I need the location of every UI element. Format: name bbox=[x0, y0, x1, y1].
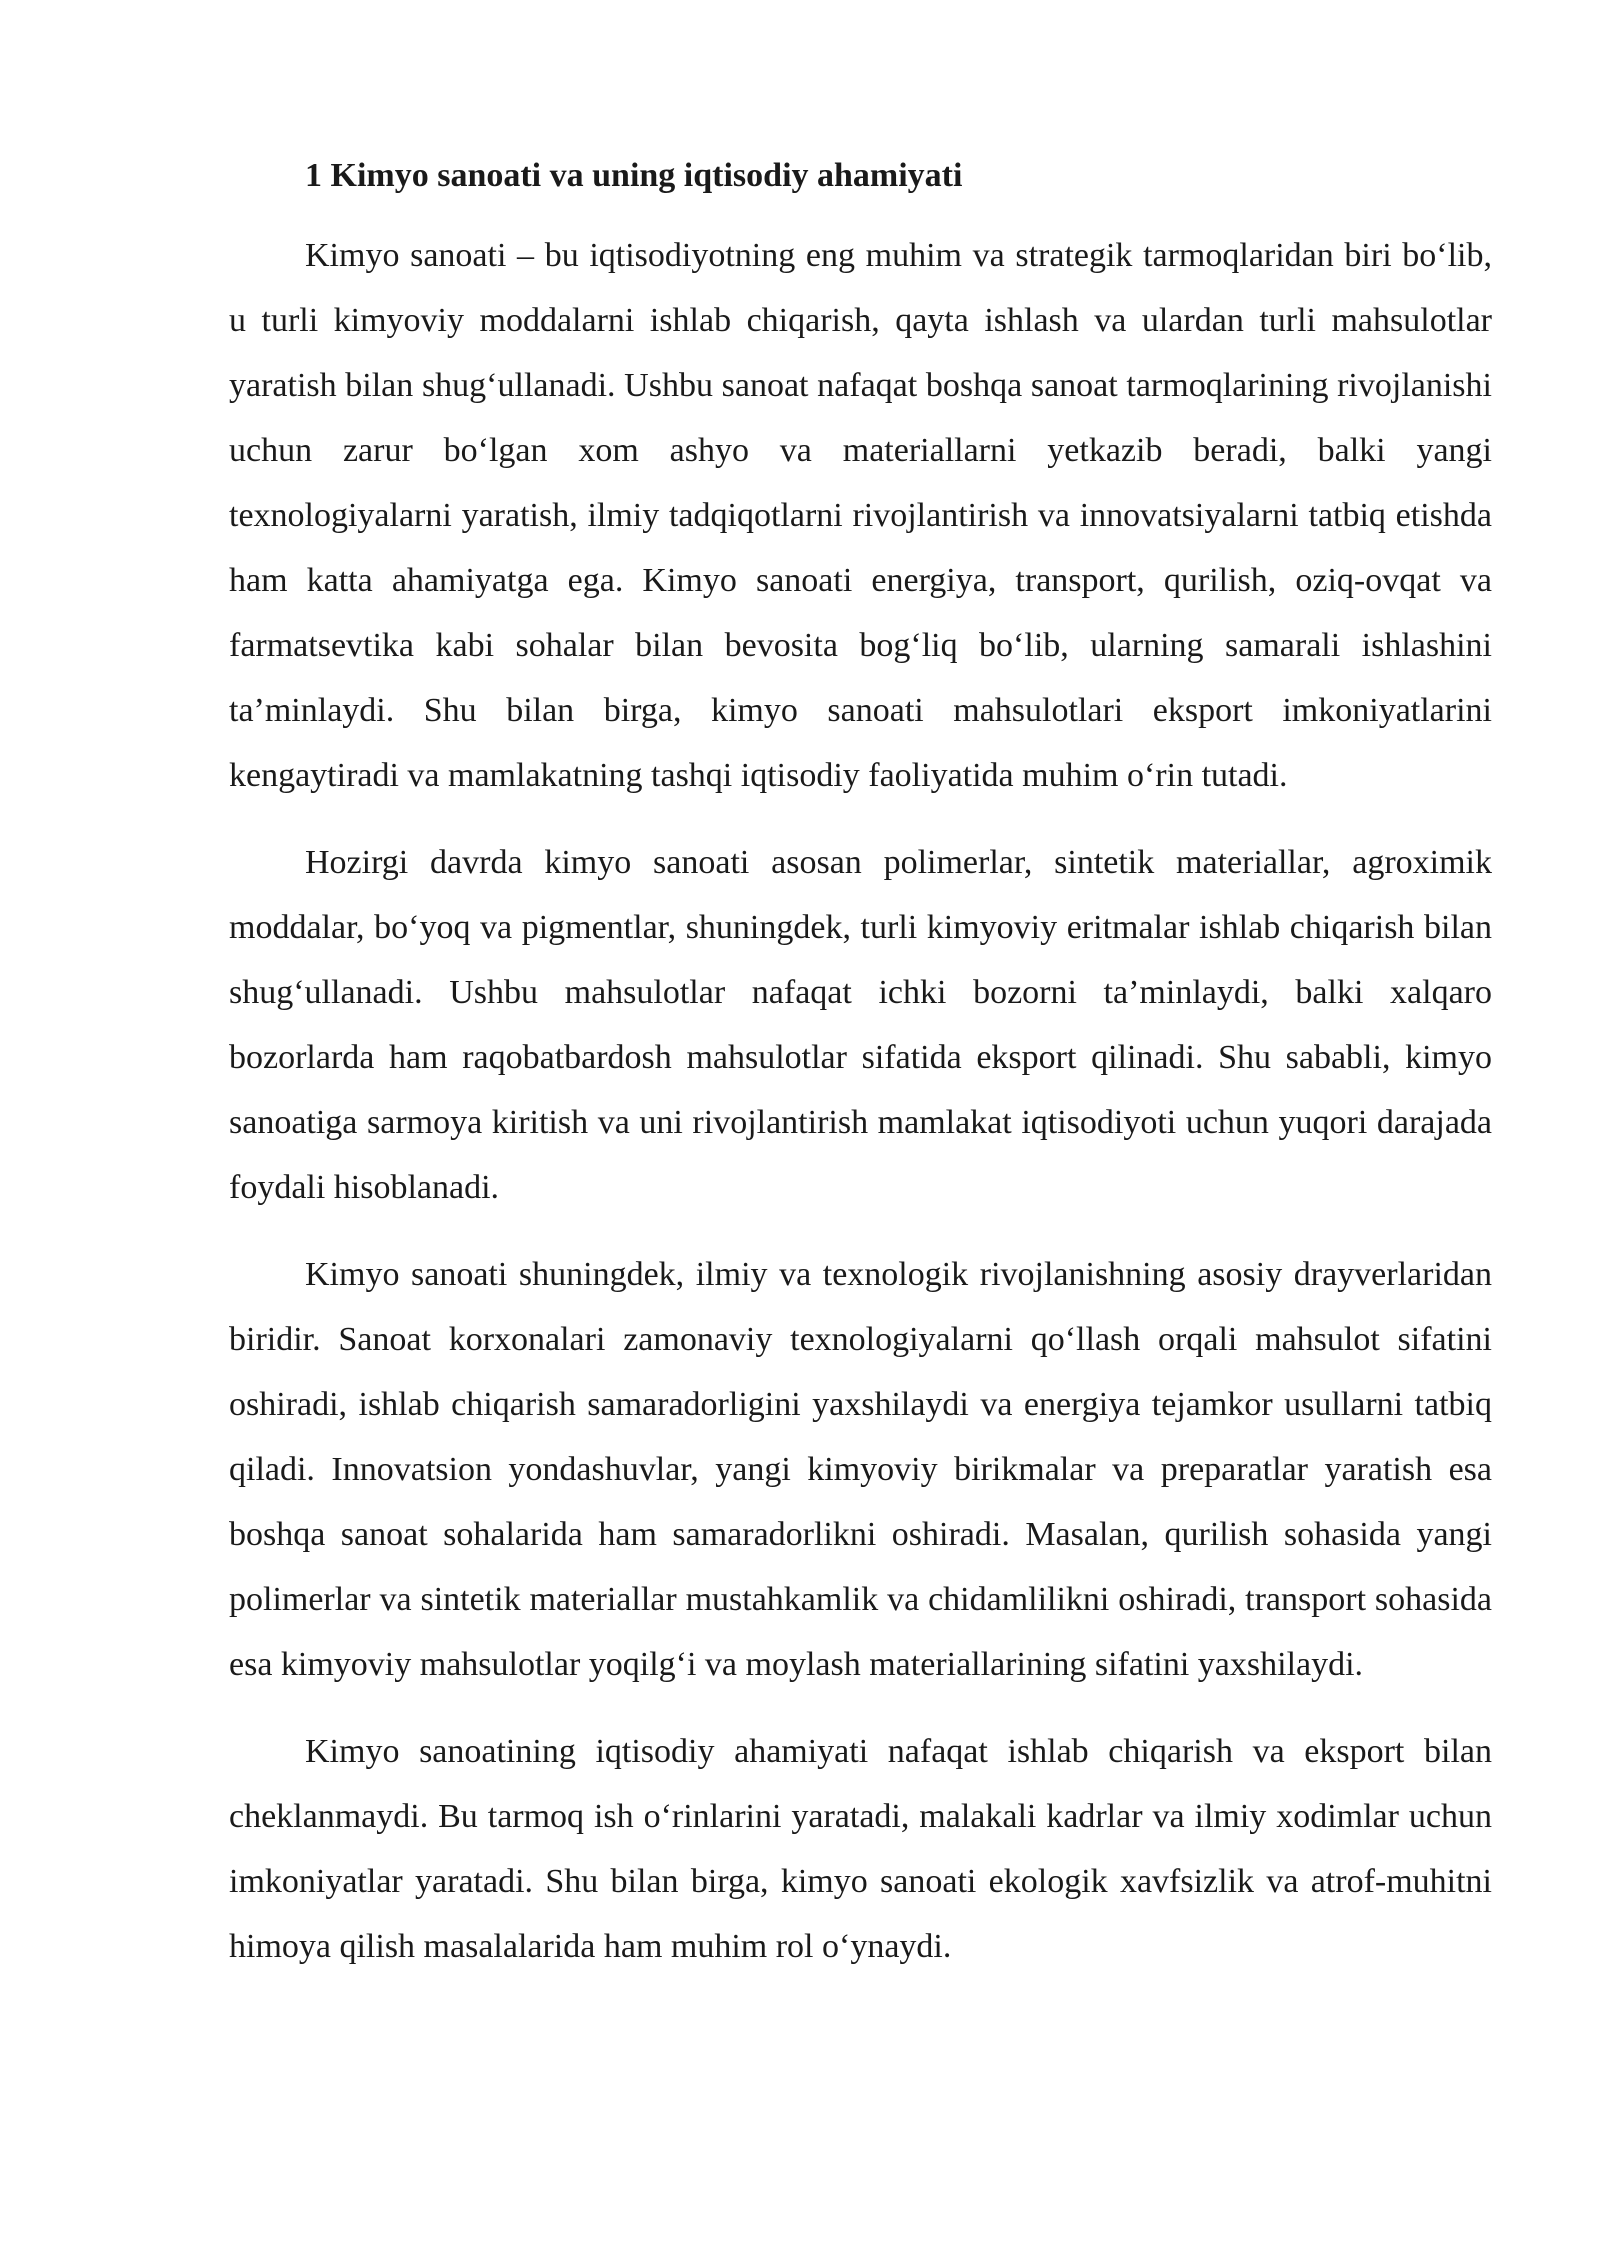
paragraph-2: Hozirgi davrda kimyo sanoati asosan polimerlar, sintetik materiallar, agroximik moddalar, bo‘yoq va pigmentlar, shuningdek, turli kimyoviy eritmalar ishlab chiqarish bilan shug‘ullanadi. Ushbu mahsulotlar nafaqat ichki bozorni ta’minlaydi, balki xalqaro bozorlarda ham raqobatbardosh mahsulotlar sifatida eksport qilinadi. Shu sababli, kimyo sanoatiga sarmoya kiritish va uni rivojlantirish mamlakat iqtisodiyoti uchun yuqori darajada foydali hisoblanadi. bbox=[229, 844, 1492, 1206]
paragraph-3: Kimyo sanoati shuningdek, ilmiy va texnologik rivojlanishning asosiy drayverlaridan biridir. Sanoat korxonalari zamonaviy texnologiyalarni qo‘llash orqali mahsulot sifatini oshiradi, ishlab chiqarish samaradorligini yaxshilaydi va energiya tejamkor usullarni tatbiq qiladi. Innovatsion yondashuvlar, yangi kimyoviy birikmalar va preparatlar yaratish esa boshqa sanoat sohalarida ham samaradorlikni oshiradi. Masalan, qurilish sohasida yangi polimerlar va sintetik materiallar mustahkamlik va chidamlilikni oshiradi, transport sohasida esa kimyoviy mahsulotlar yoqilg‘i va moylash materiallarining sifatini yaxshilaydi. bbox=[229, 1256, 1492, 1683]
paragraph-1: Kimyo sanoati – bu iqtisodiyotning eng muhim va strategik tarmoqlaridan biri bo‘lib, u turli kimyoviy moddalarni ishlab chiqarish, qayta ishlash va ulardan turli mahsulotlar yaratish bilan shug‘ullanadi. Ushbu sanoat nafaqat boshqa sanoat tarmoqlarining rivojlanishi uchun zarur bo‘lgan xom ashyo va materiallarni yetkazib beradi, balki yangi texnologiyalarni yaratish, ilmiy tadqiqotlarni rivojlantirish va innovatsiyalarni tatbiq etishda ham katta ahamiyatga ega. Kimyo sanoati energiya, transport, qurilish, oziq-ovqat va farmatsevtika kabi sohalar bilan bevosita bog‘liq bo‘lib, ularning samarali ishlashini ta’minlaydi. Shu bilan birga, kimyo sanoati mahsulotlari eksport imkoniyatlarini kengaytiradi va mamlakatning tashqi iqtisodiy faoliyatida muhim o‘rin tutadi. bbox=[229, 237, 1492, 794]
paragraph-4: Kimyo sanoatining iqtisodiy ahamiyati nafaqat ishlab chiqarish va eksport bilan cheklanmaydi. Bu tarmoq ish o‘rinlarini yaratadi, malakali kadrlar va ilmiy xodimlar uchun imkoniyatlar yaratadi. Shu bilan birga, kimyo sanoati ekologik xavfsizlik va atrof-muhitni himoya qilish masalalarida ham muhim rol o‘ynaydi. bbox=[229, 1733, 1492, 1965]
section-heading: 1 Kimyo sanoati va uning iqtisodiy ahamiyati bbox=[305, 157, 963, 194]
document-body bbox=[229, 150, 1492, 2001]
